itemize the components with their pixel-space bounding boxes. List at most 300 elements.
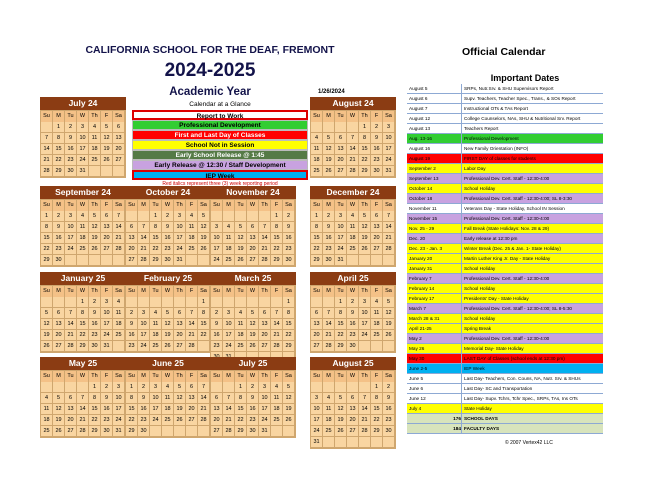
day-cell: 1 [335,297,347,308]
week-row [211,297,295,308]
important-date-row [407,154,603,164]
important-date-row [407,304,603,314]
day-cell [150,297,162,308]
day-cell: 19 [41,330,53,341]
day-cell: 13 [53,319,65,330]
day-cell: 23 [211,341,223,352]
day-cell: 25 [77,244,89,255]
day-cell: 25 [311,166,323,177]
day-cell: 5 [53,393,65,404]
day-cell: 19 [359,233,371,244]
day-cell: 11 [77,222,89,233]
week-row [311,211,395,222]
week-row [126,222,210,233]
day-cell: 24 [223,341,235,352]
day-cell: 2 [371,122,383,133]
day-cell [347,255,359,266]
important-date: August 13 [407,124,462,133]
weekday-label: W [347,286,359,297]
weekday-label: W [77,286,89,297]
day-cell: 9 [371,133,383,144]
weekday-label: M [223,200,235,211]
week-row [126,426,210,437]
weekday-label: Th [359,371,371,382]
day-cell [174,297,186,308]
day-cell: 4 [89,122,101,133]
week-row [311,330,395,341]
day-cell: 17 [150,404,162,415]
day-cell: 8 [53,133,65,144]
day-cell: 1 [283,297,295,308]
day-cell: 30 [371,166,383,177]
weekday-label: Sa [113,371,125,382]
day-cell: 12 [335,404,347,415]
day-cell: 18 [235,330,247,341]
day-cell [198,426,210,437]
day-cell: 13 [347,404,359,415]
week-row [41,122,125,133]
day-cell: 27 [335,166,347,177]
week-row [311,415,395,426]
day-cell: 7 [323,308,335,319]
day-cell: 7 [138,222,150,233]
day-cell: 20 [101,233,113,244]
day-cell: 8 [150,222,162,233]
weekday-label: W [247,286,259,297]
important-event: Presidents' Day - State Holiday [464,296,529,301]
weekday-label: M [223,286,235,297]
week-row [126,308,210,319]
day-cell: 26 [235,255,247,266]
day-cell: 18 [347,233,359,244]
day-cell: 20 [259,330,271,341]
weekday-label: W [347,371,359,382]
day-cell [359,341,371,352]
week-row [41,393,125,404]
important-event: Professional Dev. Cert. Staff - 12:30-4:00 [464,176,550,181]
day-cell [259,211,271,222]
day-cell: 12 [247,319,259,330]
weekday-label: Tu [65,200,77,211]
day-cell [323,297,335,308]
weekday-label: Sa [383,286,395,297]
day-cell [335,122,347,133]
important-date-row [407,284,603,294]
day-cell: 20 [126,244,138,255]
month-title: January 25 [40,272,126,285]
day-cell: 13 [186,393,198,404]
day-cell: 16 [247,404,259,415]
important-event: Professional Dev. Cert. Staff - 12:30-4:00 [464,216,550,221]
important-date-row [407,174,603,184]
day-cell [271,297,283,308]
day-cell [198,255,210,266]
day-cell [223,382,235,393]
weekday-label: Tu [65,111,77,122]
day-cell: 1 [77,297,89,308]
day-cell: 23 [323,244,335,255]
day-cell [323,382,335,393]
week-row [41,341,125,352]
day-cell: 30 [101,426,113,437]
month-title: July 25 [210,357,296,370]
weekday-label: W [162,200,174,211]
week-row [311,319,395,330]
calendar-month [310,272,396,353]
week-row [311,244,395,255]
day-cell: 6 [311,308,323,319]
week-row [311,297,395,308]
month-title: February 25 [125,272,211,285]
day-cell: 4 [223,222,235,233]
day-cell: 14 [359,404,371,415]
day-cell: 22 [126,415,138,426]
day-cell: 21 [347,155,359,166]
day-cell: 8 [77,308,89,319]
day-cell: 10 [383,133,395,144]
day-cell: 29 [235,426,247,437]
day-cell: 27 [174,341,186,352]
weekday-label: Tu [235,371,247,382]
month-title: August 25 [310,357,396,370]
week-row [126,319,210,330]
day-cell: 1 [371,382,383,393]
weekday-label: Tu [235,286,247,297]
weekday-label: Th [89,111,101,122]
weekday-label: F [101,111,113,122]
weekday-label: M [138,286,150,297]
total-count: 184 [407,424,462,433]
calendar-month [310,186,396,267]
week-row [126,233,210,244]
important-event: Last Day- Teachers, Con. Couns, NA, Nutr. Srv. & SHUs [464,376,581,381]
day-cell: 22 [150,244,162,255]
day-cell: 31 [174,255,186,266]
day-cell: 17 [211,244,223,255]
day-cell: 1 [150,211,162,222]
day-cell [77,382,89,393]
day-cell: 21 [383,233,395,244]
day-cell: 1 [41,211,53,222]
important-date-row [407,224,603,234]
day-cell: 15 [126,404,138,415]
weekday-label: Su [126,200,138,211]
week-row [311,404,395,415]
day-cell: 13 [259,319,271,330]
weekday-label: Su [211,200,223,211]
day-cell: 23 [89,330,101,341]
weekday-label: Su [211,371,223,382]
day-cell: 22 [271,244,283,255]
weekday-label: W [247,371,259,382]
day-cell: 19 [174,404,186,415]
day-cell: 10 [138,319,150,330]
day-cell [347,382,359,393]
day-cell: 21 [113,233,125,244]
day-cell: 24 [65,244,77,255]
day-cell: 8 [271,222,283,233]
week-row [126,404,210,415]
day-cell [383,255,395,266]
day-cell: 17 [259,404,271,415]
important-event: Professional Development [464,136,519,141]
week-row [311,144,395,155]
legend-item: First and Last Day of Classes [132,130,308,140]
day-cell: 26 [41,341,53,352]
day-cell: 28 [41,166,53,177]
day-cell: 28 [271,341,283,352]
day-cell: 8 [126,393,138,404]
day-cell: 8 [235,393,247,404]
week-row [41,144,125,155]
week-row [211,308,295,319]
day-cell: 22 [311,244,323,255]
day-cell: 27 [65,426,77,437]
day-cell: 16 [162,233,174,244]
day-cell: 16 [138,404,150,415]
day-cell: 8 [198,308,210,319]
day-cell: 14 [186,319,198,330]
day-cell: 4 [186,211,198,222]
day-cell: 6 [126,222,138,233]
weekday-label: F [101,286,113,297]
weekday-label: W [247,200,259,211]
month-title: June 25 [125,357,211,370]
day-cell: 29 [53,166,65,177]
day-cell: 23 [347,330,359,341]
day-cell: 5 [162,308,174,319]
day-cell: 5 [41,308,53,319]
day-cell: 30 [347,341,359,352]
calendar-month [125,186,211,267]
day-cell: 30 [162,255,174,266]
weekday-label: Su [311,200,323,211]
week-row [211,341,295,352]
weekday-label: M [53,286,65,297]
day-cell: 5 [383,297,395,308]
day-cell: 11 [323,404,335,415]
important-date-row [407,214,603,224]
weekday-label: F [371,286,383,297]
day-cell: 7 [259,222,271,233]
day-cell: 12 [323,144,335,155]
day-cell: 25 [323,426,335,437]
day-cell: 18 [162,404,174,415]
weekday-label: Su [41,200,53,211]
day-cell [359,382,371,393]
day-cell: 21 [323,330,335,341]
week-row [41,166,125,177]
day-cell: 14 [347,144,359,155]
day-cell: 26 [101,155,113,166]
day-cell: 22 [41,244,53,255]
weekday-label: Tu [65,286,77,297]
day-cell [383,341,395,352]
day-cell: 22 [371,415,383,426]
day-cell: 16 [347,319,359,330]
day-cell: 27 [347,426,359,437]
important-date: March 7 [407,304,462,313]
weekday-label: Su [126,371,138,382]
day-cell [113,166,125,177]
weekday-label: F [371,111,383,122]
day-cell: 29 [283,341,295,352]
day-cell: 7 [65,308,77,319]
day-cell: 4 [113,297,125,308]
weekday-label: Tu [335,111,347,122]
legend-item: Early School Release @ 1:45 [132,150,308,160]
important-event: Teachers Report [464,126,499,131]
day-cell: 23 [138,415,150,426]
weekday-label: Su [211,286,223,297]
day-cell [113,341,125,352]
day-cell: 15 [89,404,101,415]
day-cell [347,122,359,133]
day-cell: 11 [235,319,247,330]
week-row [311,437,395,448]
day-cell: 14 [77,404,89,415]
day-cell: 19 [235,244,247,255]
weekday-label: F [271,286,283,297]
day-cell: 4 [347,211,359,222]
day-cell: 5 [323,133,335,144]
week-row [126,255,210,266]
weekday-label: Su [126,286,138,297]
day-cell: 26 [247,341,259,352]
day-cell [174,426,186,437]
day-cell: 25 [113,330,125,341]
weekday-label: Sa [283,371,295,382]
day-cell: 10 [335,222,347,233]
day-cell [283,426,295,437]
week-row [311,122,395,133]
day-cell [247,297,259,308]
legend-item: IEP Week [132,170,308,180]
weekday-label: M [138,371,150,382]
day-cell: 24 [101,330,113,341]
day-cell: 13 [113,133,125,144]
important-event: Winter Break (Dec. 25 & Jan. 1- State Holiday) [464,246,561,251]
day-cell: 9 [283,222,295,233]
day-cell: 27 [53,341,65,352]
important-date: October 18 [407,194,462,203]
week-row [211,319,295,330]
day-cell: 27 [186,415,198,426]
day-cell: 27 [211,426,223,437]
day-cell: 24 [138,341,150,352]
day-cell: 27 [311,341,323,352]
school-year: 2024-2025 [164,60,256,81]
week-row [311,393,395,404]
day-cell: 12 [174,393,186,404]
important-dates-title: Important Dates [490,73,560,83]
week-row [211,244,295,255]
weekday-label: Tu [150,371,162,382]
important-date: August 19 [407,154,462,163]
week-row [311,155,395,166]
day-cell: 28 [113,244,125,255]
weekday-label: F [186,200,198,211]
day-cell: 17 [311,415,323,426]
day-cell: 14 [259,233,271,244]
day-cell: 9 [101,393,113,404]
day-cell: 5 [174,382,186,393]
day-cell: 29 [271,255,283,266]
day-cell: 4 [41,393,53,404]
day-cell: 30 [65,166,77,177]
day-cell: 2 [162,211,174,222]
weekday-label: Sa [198,286,210,297]
day-cell: 12 [283,393,295,404]
day-cell: 5 [198,211,210,222]
day-cell: 2 [347,297,359,308]
week-row [126,244,210,255]
day-cell: 30 [283,255,295,266]
day-cell: 4 [371,297,383,308]
day-cell: 30 [53,255,65,266]
weekday-label: W [162,371,174,382]
day-cell [235,297,247,308]
day-cell [186,297,198,308]
day-cell: 23 [65,155,77,166]
important-date: February 14 [407,284,462,293]
important-event: Professional Dev. Cert. Staff - 12:30-4:00 [464,276,550,281]
day-cell: 2 [283,211,295,222]
day-cell: 14 [271,319,283,330]
day-cell: 10 [65,222,77,233]
weekday-label: Tu [65,371,77,382]
day-cell: 13 [65,404,77,415]
day-cell: 7 [359,393,371,404]
day-cell: 10 [211,233,223,244]
important-date-row [407,344,603,354]
calendar-month [210,272,296,364]
day-cell: 31 [259,426,271,437]
day-cell: 1 [271,211,283,222]
day-cell [323,437,335,448]
day-cell: 17 [65,233,77,244]
day-cell: 11 [89,133,101,144]
day-cell: 10 [259,393,271,404]
important-event: Martin Luther King Jr. Day - State Holiday [464,256,551,261]
week-row [211,233,295,244]
day-cell: 18 [113,319,125,330]
weekday-label: Tu [235,200,247,211]
calendar-month [310,97,396,178]
day-cell: 20 [113,144,125,155]
day-cell: 14 [323,319,335,330]
week-row [211,404,295,415]
academic-year-label: Academic Year [169,86,251,98]
day-cell: 24 [174,244,186,255]
important-date-row [407,264,603,274]
day-cell: 13 [211,404,223,415]
day-cell: 21 [186,330,198,341]
important-date: October 14 [407,184,462,193]
day-cell: 28 [383,244,395,255]
day-cell: 27 [126,255,138,266]
important-event: Instructional OTs & TAs Report [464,106,528,111]
important-event: Professional Dev. Cert. Staff - 12:30-4:00; SL 8-3:30 [464,196,573,201]
day-cell: 3 [223,308,235,319]
important-event: Fall Break (State Holidays: Nov. 28 & 29) [464,226,550,231]
important-date-row [407,134,603,144]
day-cell: 17 [223,330,235,341]
week-row [41,319,125,330]
day-cell: 10 [359,308,371,319]
day-cell: 12 [41,319,53,330]
important-date: August 6 [407,94,462,103]
